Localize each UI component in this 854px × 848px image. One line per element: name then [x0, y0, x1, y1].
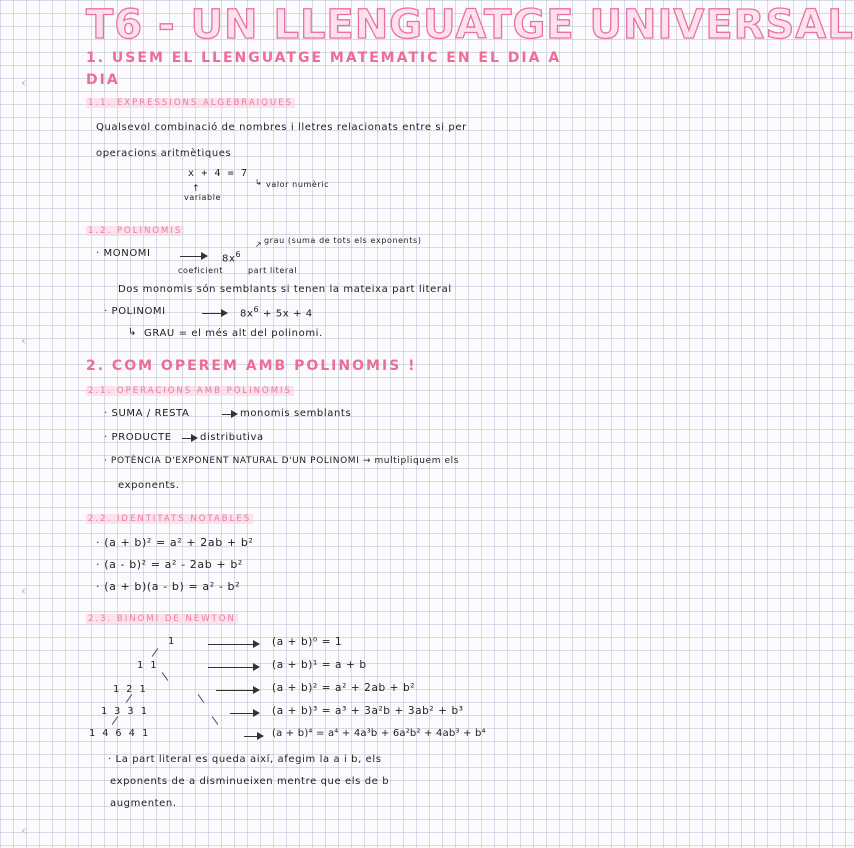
binder-hole [22, 828, 36, 834]
power-rule-line-2: exponents. [118, 480, 180, 491]
subsection-1-1-heading: 1.1. EXPRESSIONS ALGEBRAIQUES [88, 98, 293, 108]
arrow-icon [202, 313, 226, 314]
pascal-connector [162, 672, 169, 681]
subsection-2-1-heading: 2.1. OPERACIONS AMB POLINOMIS [88, 386, 292, 396]
pascal-row-0: 1 [168, 636, 175, 647]
pascal-row-1: 1 1 [137, 660, 157, 671]
identity-square-sum: · (a + b)² = a² + 2ab + b² [96, 536, 254, 549]
identity-sum-by-difference: · (a + b)(a - b) = a² - b² [96, 580, 241, 593]
numeric-value-label: valor numèric [266, 180, 330, 189]
binder-hole [22, 80, 36, 86]
newton-note-line-2: exponents de a disminueixen mentre que els de b [110, 776, 390, 787]
monomi-term: $8x^6$ [222, 250, 242, 265]
similar-monomials-text: Dos monomis són semblants si tenen la mateixa part literal [118, 284, 452, 295]
arrow-icon [208, 644, 258, 645]
pascal-row-2: 1 2 1 [113, 684, 147, 695]
monomi-label: · MONOMI [96, 248, 151, 259]
pascal-row-3: 1 3 3 1 [101, 706, 148, 717]
degree-arrow-icon: ↗ [255, 240, 263, 249]
binder-hole [22, 338, 36, 344]
definition-text-line-1: Qualsevol combinació de nombres i lletres relacionats entre si per [96, 122, 467, 133]
arrow-icon [222, 414, 236, 415]
subsection-2-3-heading: 2.3. BINOMI DE NEWTON [88, 614, 236, 624]
sum-subtraction-rule: monomis semblants [240, 408, 352, 419]
newton-note-line-3: augmenten. [110, 798, 177, 809]
arrow-icon [244, 736, 262, 737]
binomial-power-3: (a + b)³ = a³ + 3a²b + 3ab² + b³ [272, 705, 464, 717]
expression-example: x + 4 = 7 [188, 168, 248, 179]
section-1-heading-cont: DIA [86, 72, 120, 88]
arrow-icon [182, 438, 196, 439]
arrow-icon [230, 713, 258, 714]
subsection-1-2-heading: 1.2. POLINOMIS [88, 226, 183, 236]
binomial-power-1: (a + b)¹ = a + b [272, 659, 367, 671]
literal-part-label: part literal [248, 266, 298, 275]
binder-hole [22, 588, 36, 594]
arrow-icon [180, 256, 206, 257]
binomial-power-0: (a + b)⁰ = 1 [272, 636, 343, 648]
degree-arrow-icon: ↳ [128, 327, 137, 338]
pascal-connector [198, 694, 205, 703]
product-label: · PRODUCTE [104, 432, 172, 443]
arrow-icon [216, 690, 258, 691]
newton-note-line-1: · La part literal es queda així, afegim la a i b, els [108, 754, 382, 765]
definition-text-line-2: operacions aritmètiques [96, 148, 232, 159]
identity-square-difference: · (a - b)² = a² - 2ab + b² [96, 558, 243, 571]
arrow-icon [208, 667, 258, 668]
pascal-connector [152, 648, 159, 657]
binomial-power-2: (a + b)² = a² + 2ab + b² [272, 682, 416, 694]
subsection-2-2-heading: 2.2. IDENTITATS NOTABLES [88, 514, 252, 524]
pascal-connector [212, 716, 219, 725]
power-rule-line-1: · POTÈNCIA D'EXPONENT NATURAL D'UN POLINOMI → multipliquem els [104, 456, 460, 466]
sum-subtraction-label: · SUMA / RESTA [104, 408, 190, 419]
numeric-arrow-icon: ↳ [255, 178, 263, 187]
polynomial-degree-text: GRAU = el més alt del polinomi. [144, 328, 323, 339]
section-1-heading: 1. USEM EL LLENGUATGE MATEMATIC EN EL DIA A [86, 50, 562, 66]
page-title: T6 - UN LLENGUATGE UNIVERSAL [86, 2, 854, 48]
variable-label: variable [184, 193, 222, 202]
binomial-power-4: (a + b)⁴ = a⁴ + 4a³b + 6a²b² + 4ab³ + b⁴ [272, 728, 486, 739]
product-rule: distributiva [200, 432, 264, 443]
pascal-row-4: 1 4 6 4 1 [89, 728, 149, 739]
degree-note: grau (suma de tots els exponents) [264, 236, 422, 245]
section-2-heading: 2. COM OPEREM AMB POLINOMIS ! [86, 358, 417, 374]
variable-arrow-icon: ↑ [192, 184, 201, 194]
polinomi-label: · POLINOMI [104, 306, 166, 317]
pascal-connector [112, 716, 119, 725]
polynomial-example: $8x^6 + 5x + 4$ [240, 305, 313, 320]
coefficient-label: coeficient [178, 266, 224, 275]
pascal-connector [126, 694, 133, 703]
